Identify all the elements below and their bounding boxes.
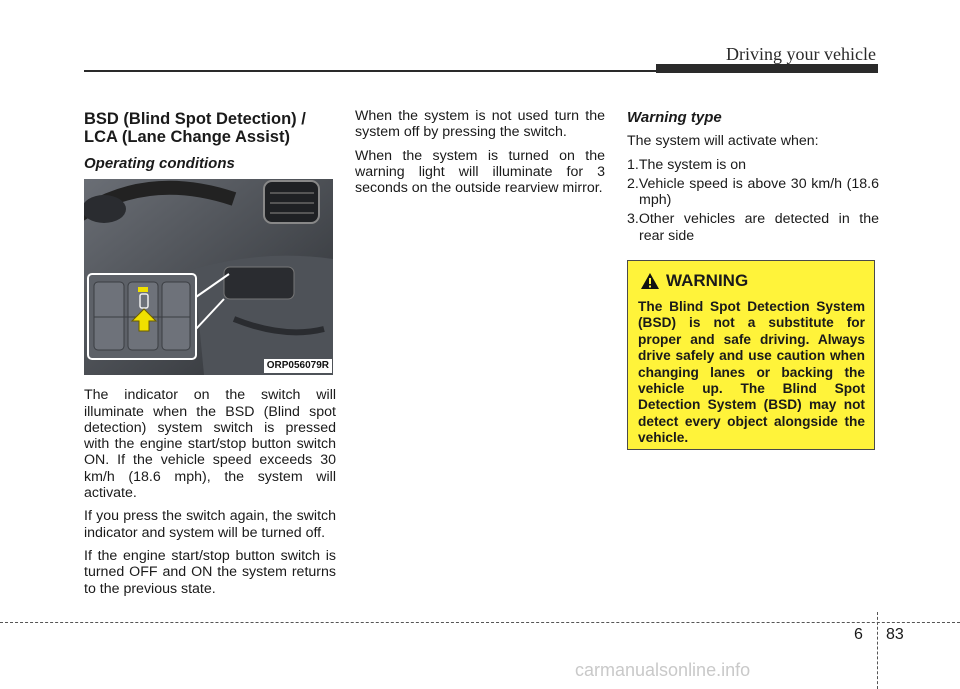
section-title: Driving your vehicle (726, 44, 876, 64)
header-rule-thick (656, 64, 878, 73)
chapter-number: 6 (854, 626, 863, 643)
heading-line-2: LCA (Lane Change Assist) (84, 128, 290, 146)
column-right (627, 110, 879, 247)
warning-title (638, 271, 865, 291)
footer-divider (877, 612, 878, 689)
list-item: 1.The system is on (627, 156, 747, 173)
bsd-switch-figure (84, 179, 333, 375)
warning-box (627, 260, 875, 450)
warning-triangle-icon (640, 272, 660, 290)
intro-text: The system will activate when: (627, 133, 819, 150)
header-rule (84, 70, 656, 72)
paragraph: If you press the switch again, the switch indicator and system will be turned off. (84, 508, 336, 541)
heading-line-1: BSD (Blind Spot Detection) / (84, 110, 306, 128)
paragraph: When the system is not used turn the system off by pressing the switch. (355, 108, 605, 141)
list-item: 3.Other vehicles are detected in the rear side (627, 211, 879, 244)
paragraph: If the engine start/stop button switch is turned OFF and ON the system returns to the previous state. (84, 547, 336, 597)
paragraph: The indicator on the switch will illuminate when the BSD (Blind spot detection) system switch is pressed with the engine start/stop button switch ON. If the vehicle speed exceeds 30 km/h (18.6 mph), the system will activate. (84, 387, 336, 502)
footer-rule (0, 622, 960, 623)
paragraph: When the system is turned on the warning light will illuminate for 3 seconds on the outside rearview mirror. (355, 147, 605, 197)
dashboard-illustration (84, 179, 333, 375)
section-heading (84, 110, 336, 146)
watermark: carmanualsonline.info (575, 660, 751, 680)
page-number: 83 (886, 626, 904, 643)
column-middle (355, 108, 605, 203)
figure-code: ORP056079R (264, 359, 332, 373)
subheading-warning-type: Warning type (627, 109, 722, 126)
warning-title-text: WARNING (666, 271, 749, 290)
column-left (84, 110, 336, 604)
list-item: 2.Vehicle speed is above 30 km/h (18.6 mph) (627, 175, 879, 209)
subheading-operating-conditions: Operating conditions (84, 155, 235, 172)
warning-body: The Blind Spot Detection System (BSD) is not a substitute for proper and safe driving. Always drive safely and use caution when changing lanes or backing the vehicle up. The Blind Spot Detection System (BSD) may not detect every object alongside the vehicle. (638, 299, 865, 446)
